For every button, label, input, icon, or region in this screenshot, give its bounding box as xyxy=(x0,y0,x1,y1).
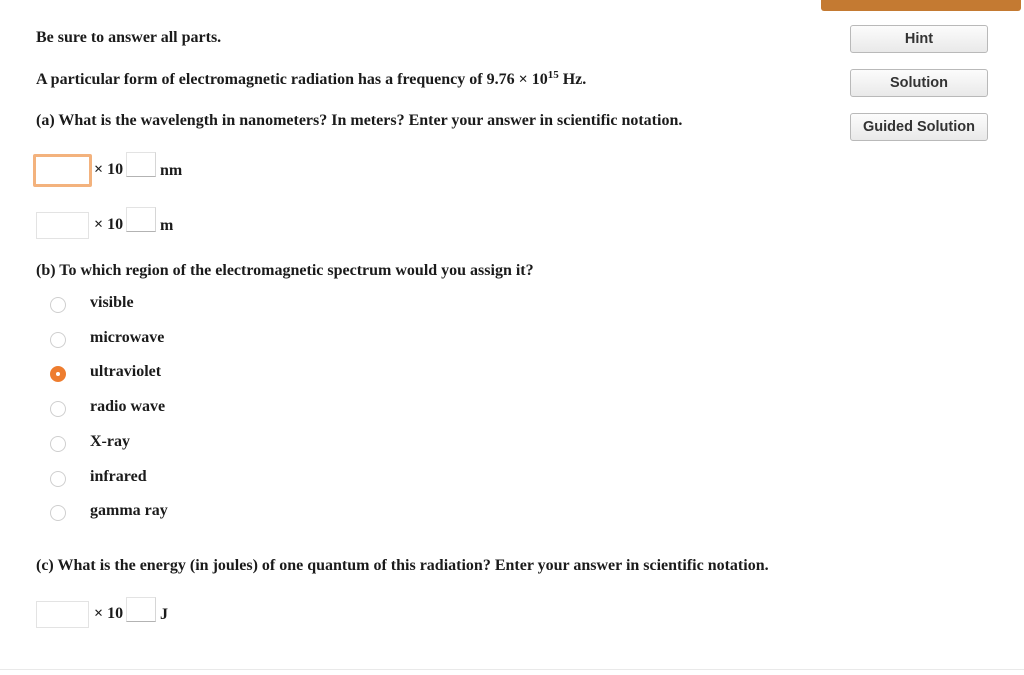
option-label-visible[interactable]: visible xyxy=(90,294,134,311)
part-a-m-coefficient-input[interactable] xyxy=(36,212,89,239)
instructions: Be sure to answer all parts. xyxy=(36,29,222,46)
option-label-infrared[interactable]: infrared xyxy=(90,467,147,485)
part-a-m-exponent-input[interactable] xyxy=(126,207,156,232)
top-accent-bar xyxy=(821,0,1021,11)
solution-button[interactable]: Solution xyxy=(850,69,988,97)
problem-exponent: 15 xyxy=(547,69,559,81)
part-a-nm-exponent-input[interactable] xyxy=(126,152,156,177)
problem-prefix: A particular form of electromagnetic radiation has a frequency of 9.76 × 10 xyxy=(36,71,548,88)
radio-radio-wave[interactable] xyxy=(50,401,66,417)
option-label-ultraviolet[interactable]: ultraviolet xyxy=(90,363,162,381)
part-a-nm-times-label: × 10 xyxy=(94,161,124,178)
part-c-times-label: × 10 xyxy=(94,605,124,622)
part-a-nm-unit: nm xyxy=(160,162,183,179)
problem-suffix: Hz. xyxy=(558,71,587,88)
bottom-divider xyxy=(0,669,1024,670)
part-c-question: (c) What is the energy (in joules) of one quantum of this radiation? Enter your answer in scientific notation. xyxy=(36,557,769,574)
radio-gamma-ray[interactable] xyxy=(50,505,66,521)
radio-ultraviolet[interactable] xyxy=(50,366,66,382)
radio-visible[interactable] xyxy=(50,297,66,313)
part-a-nm-coefficient-input[interactable] xyxy=(33,154,92,187)
guided-solution-button[interactable]: Guided Solution xyxy=(850,113,988,141)
option-label-x-ray[interactable]: X-ray xyxy=(90,432,130,450)
part-c-coefficient-input[interactable] xyxy=(36,601,89,628)
option-label-microwave[interactable]: microwave xyxy=(90,328,165,346)
part-a-m-unit: m xyxy=(160,217,174,234)
option-label-gamma-ray[interactable]: gamma ray xyxy=(90,502,168,520)
radio-microwave[interactable] xyxy=(50,332,66,348)
part-c-unit: J xyxy=(160,606,168,623)
part-a-question: (a) What is the wavelength in nanometers? In meters? Enter your answer in scientific notation. xyxy=(36,112,683,129)
hint-button[interactable]: Hint xyxy=(850,25,988,53)
part-c-exponent-input[interactable] xyxy=(126,597,156,622)
radio-infrared[interactable] xyxy=(50,471,66,487)
part-a-m-times-label: × 10 xyxy=(94,216,124,233)
radio-x-ray[interactable] xyxy=(50,436,66,452)
problem-statement xyxy=(36,71,586,89)
part-b-question: (b) To which region of the electromagnetic spectrum would you assign it? xyxy=(36,262,534,279)
option-label-radio-wave[interactable]: radio wave xyxy=(90,398,166,416)
